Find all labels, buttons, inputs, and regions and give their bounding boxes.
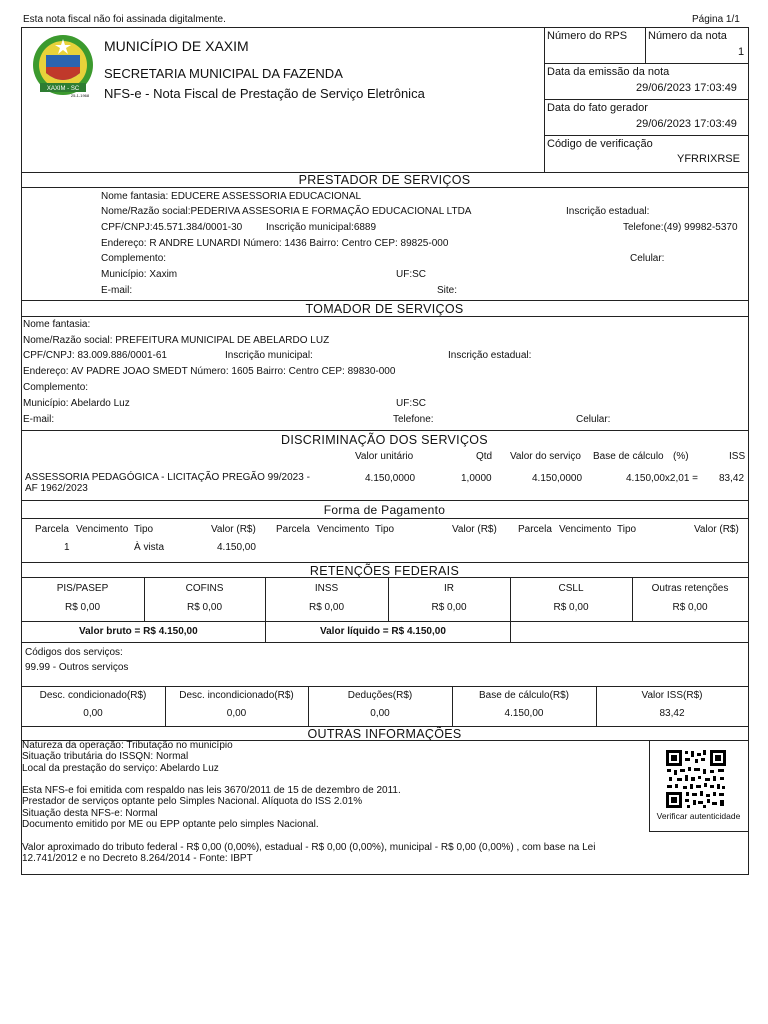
pis-label: PIS/PASEP [56,583,109,594]
taker-state-registration: Inscrição estadual: [448,350,532,361]
other-info-line: Local da prestação do serviço: Abelardo Luz [22,762,219,774]
service-value-header: Valor do serviço [510,451,581,462]
service-qty: 1,0000 [461,473,492,484]
iss-header: ISS [729,451,746,462]
payment-tipo-value: À vista [134,542,165,553]
taker-municipal-registration: Inscrição municipal: [225,350,313,361]
unsigned-note: Esta nota fiscal não foi assinada digitalmente. [23,14,226,25]
payment-valor-header-2: Valor (R$) [452,524,497,535]
other-retentions-value: R$ 0,00 [672,602,708,613]
fact-date-value: 29/06/2023 17:03:49 [636,118,737,130]
payment-valor-header-3: Valor (R$) [694,524,739,535]
provider-address: Endereço: R ANDRE LUNARDI Número: 1436 Bairro: Centro CEP: 89825-000 [101,238,449,249]
payment-section-title: Forma de Pagamento [323,503,446,517]
service-iss-value: 83,42 [719,473,745,484]
payment-vencimento-header-2: Vencimento [317,524,370,535]
iss-total-value: 83,42 [659,708,685,719]
service-description-line2: AF 1962/2023 [25,483,88,494]
verify-authenticity-link[interactable]: Verificar autenticidade [656,811,741,821]
svg-text:XAXIM - SC: XAXIM - SC [46,86,80,92]
provider-fantasy-name: Nome fantasia: EDUCERE ASSESSORIA EDUCACIONAL [101,191,362,202]
payment-parcela-header-1: Parcela [35,524,69,535]
taker-legal-name: Nome/Razão social: PREFEITURA MUNICIPAL DE ABELARDO LUZ [23,335,330,346]
payment-vencimento-header-3: Vencimento [559,524,612,535]
provider-section-title: PRESTADOR DE SERVIÇOS [298,173,471,187]
provider-cnpj: CPF/CNPJ:45.571.384/0001-30 [101,222,243,233]
service-description-line1: ASSESSORIA PEDAGÓGICA - LICITAÇÃO PREGÃO 99/2023 - [25,472,310,483]
taker-complement: Complemento: [23,382,89,393]
federal-section-title: RETENÇÕES FEDERAIS [309,564,460,578]
note-number-value: 1 [738,46,745,58]
taker-address: Endereço: AV PADRE JOAO SMEDT Número: 1605 Bairro: Centro CEP: 89830-000 [23,366,396,377]
other-info-line [22,830,595,841]
unit-value-header: Valor unitário [355,451,414,462]
provider-site: Site: [437,285,458,296]
ir-value: R$ 0,00 [431,602,467,613]
payment-valor-value: 4.150,00 [217,542,256,553]
cofins-label: COFINS [185,583,224,594]
fact-date-label: Data do fato gerador [547,102,648,114]
other-info-line: Esta NFS-e foi emitida com respaldo nas leis 3670/2011 de 15 de dezembro de 2011. [22,785,401,797]
taker-email: E-mail: [23,414,55,425]
provider-legal-name: Nome/Razão social:PEDERIVA ASSESORIA E FORMAÇÃO EDUCACIONAL LTDA [101,206,472,217]
other-info-line: Prestador de serviços optante pelo Simples Nacional. Alíquota do ISS 2.01% [22,796,363,808]
unconditional-discount-label: Desc. incondicionado(R$) [179,690,294,701]
ir-label: IR [444,583,454,594]
page-indicator: Página 1/1 [692,14,740,25]
other-info-text [22,740,595,864]
deductions-label: Deduções(R$) [347,690,413,701]
service-base-pct: 4.150,00x2,01 = [626,473,699,484]
unconditional-discount-value: 0,00 [226,708,247,719]
payment-valor-header-1: Valor (R$) [211,524,256,535]
other-info-line: 12.741/2012 e no Decreto 8.264/2014 - Fonte: IBPT [22,852,253,864]
net-value: Valor líquido = R$ 4.150,00 [320,626,446,637]
provider-state-registration: Inscrição estadual: [566,206,650,217]
base-header: Base de cálculo [593,451,664,462]
taker-phone: Telefone: [393,414,434,425]
emission-date-value: 29/06/2023 17:03:49 [636,82,737,94]
taker-cnpj: CPF/CNPJ: 83.009.886/0001-61 [23,350,167,361]
csll-label: CSLL [558,583,584,594]
pct-header: (%) [673,451,689,462]
verification-code-label: Código de verificação [547,138,653,150]
municipality-name: MUNICÍPIO DE XAXIM [104,38,249,54]
inss-label: INSS [314,583,339,594]
provider-complement: Complemento: [101,253,167,264]
taker-fantasy-name: Nome fantasia: [23,319,91,330]
services-section-title: DISCRIMINAÇÃO DOS SERVIÇOS [281,433,488,447]
provider-municipal-registration: Inscrição municipal:6889 [266,222,377,233]
provider-email: E-mail: [101,285,133,296]
payment-tipo-header-3: Tipo [617,524,637,535]
svg-text:25-1-1968: 25-1-1968 [70,93,90,98]
other-info-line: Situação desta NFS-e: Normal [22,807,158,819]
provider-city: Município: Xaxim [101,269,178,280]
emission-date-label: Data da emissão da nota [547,66,670,78]
taker-mobile: Celular: [576,414,611,425]
qr-code-icon[interactable] [665,749,727,809]
deductions-value: 0,00 [370,708,390,719]
provider-uf: UF:SC [396,269,426,280]
pis-value: R$ 0,00 [64,602,101,613]
payment-vencimento-header-1: Vencimento [76,524,129,535]
payment-parcela-value: 1 [64,542,70,553]
other-info-line: Documento emitido por ME ou EPP optante pelo simples Nacional. [22,819,319,831]
taker-uf: UF:SC [396,398,426,409]
iss-value-label: Valor ISS(R$) [641,690,703,701]
other-info-line: Natureza da operação: Tributação no município [22,740,233,751]
service-codes-label: Códigos dos serviços: [25,647,123,658]
note-number-label: Número da nota [648,30,727,42]
document-type: NFS-e - Nota Fiscal de Prestação de Serviço Eletrônica [104,86,425,101]
payment-parcela-header-2: Parcela [276,524,310,535]
secretariat-name: SECRETARIA MUNICIPAL DA FAZENDA [104,66,343,81]
municipal-coat-of-arms [26,33,100,101]
service-codes-value: 99.99 - Outros serviços [25,662,129,673]
gross-value: Valor bruto = R$ 4.150,00 [79,626,198,637]
taker-section-title: TOMADOR DE SERVIÇOS [305,302,464,316]
other-info-line: Valor aproximado do tributo federal - R$ 0,00 (0,00%), estadual - R$ 0,00 (0,00%), municipal - R$ 0,00 (0,00%) , com base na Lei [22,841,596,853]
payment-tipo-header-1: Tipo [134,524,154,535]
rps-label: Número do RPS [547,30,628,42]
calc-base-label: Base de cálculo(R$) [478,690,570,701]
taker-city: Município: Abelardo Luz [23,398,130,409]
service-total-value: 4.150,0000 [532,473,583,484]
service-unit-value: 4.150,0000 [365,473,416,484]
conditional-discount-value: 0,00 [83,708,103,719]
provider-mobile: Celular: [630,253,665,264]
csll-value: R$ 0,00 [553,602,589,613]
cofins-value: R$ 0,00 [186,602,223,613]
other-info-section-title: OUTRAS INFORMAÇÕES [307,727,462,741]
provider-phone: Telefone:(49) 99982-5370 [623,222,738,233]
other-info-line: Situação tributária do ISSQN: Normal [22,751,189,763]
payment-tipo-header-2: Tipo [375,524,395,535]
other-info-line [22,774,595,785]
other-retentions-label: Outras retenções [651,583,729,594]
calc-base-value: 4.150,00 [504,708,544,719]
payment-parcela-header-3: Parcela [518,524,552,535]
qty-header: Qtd [476,451,493,462]
inss-value: R$ 0,00 [308,602,345,613]
verification-code-value: YFRRIXRSE [677,153,740,165]
conditional-discount-label: Desc. condicionado(R$) [39,690,147,701]
